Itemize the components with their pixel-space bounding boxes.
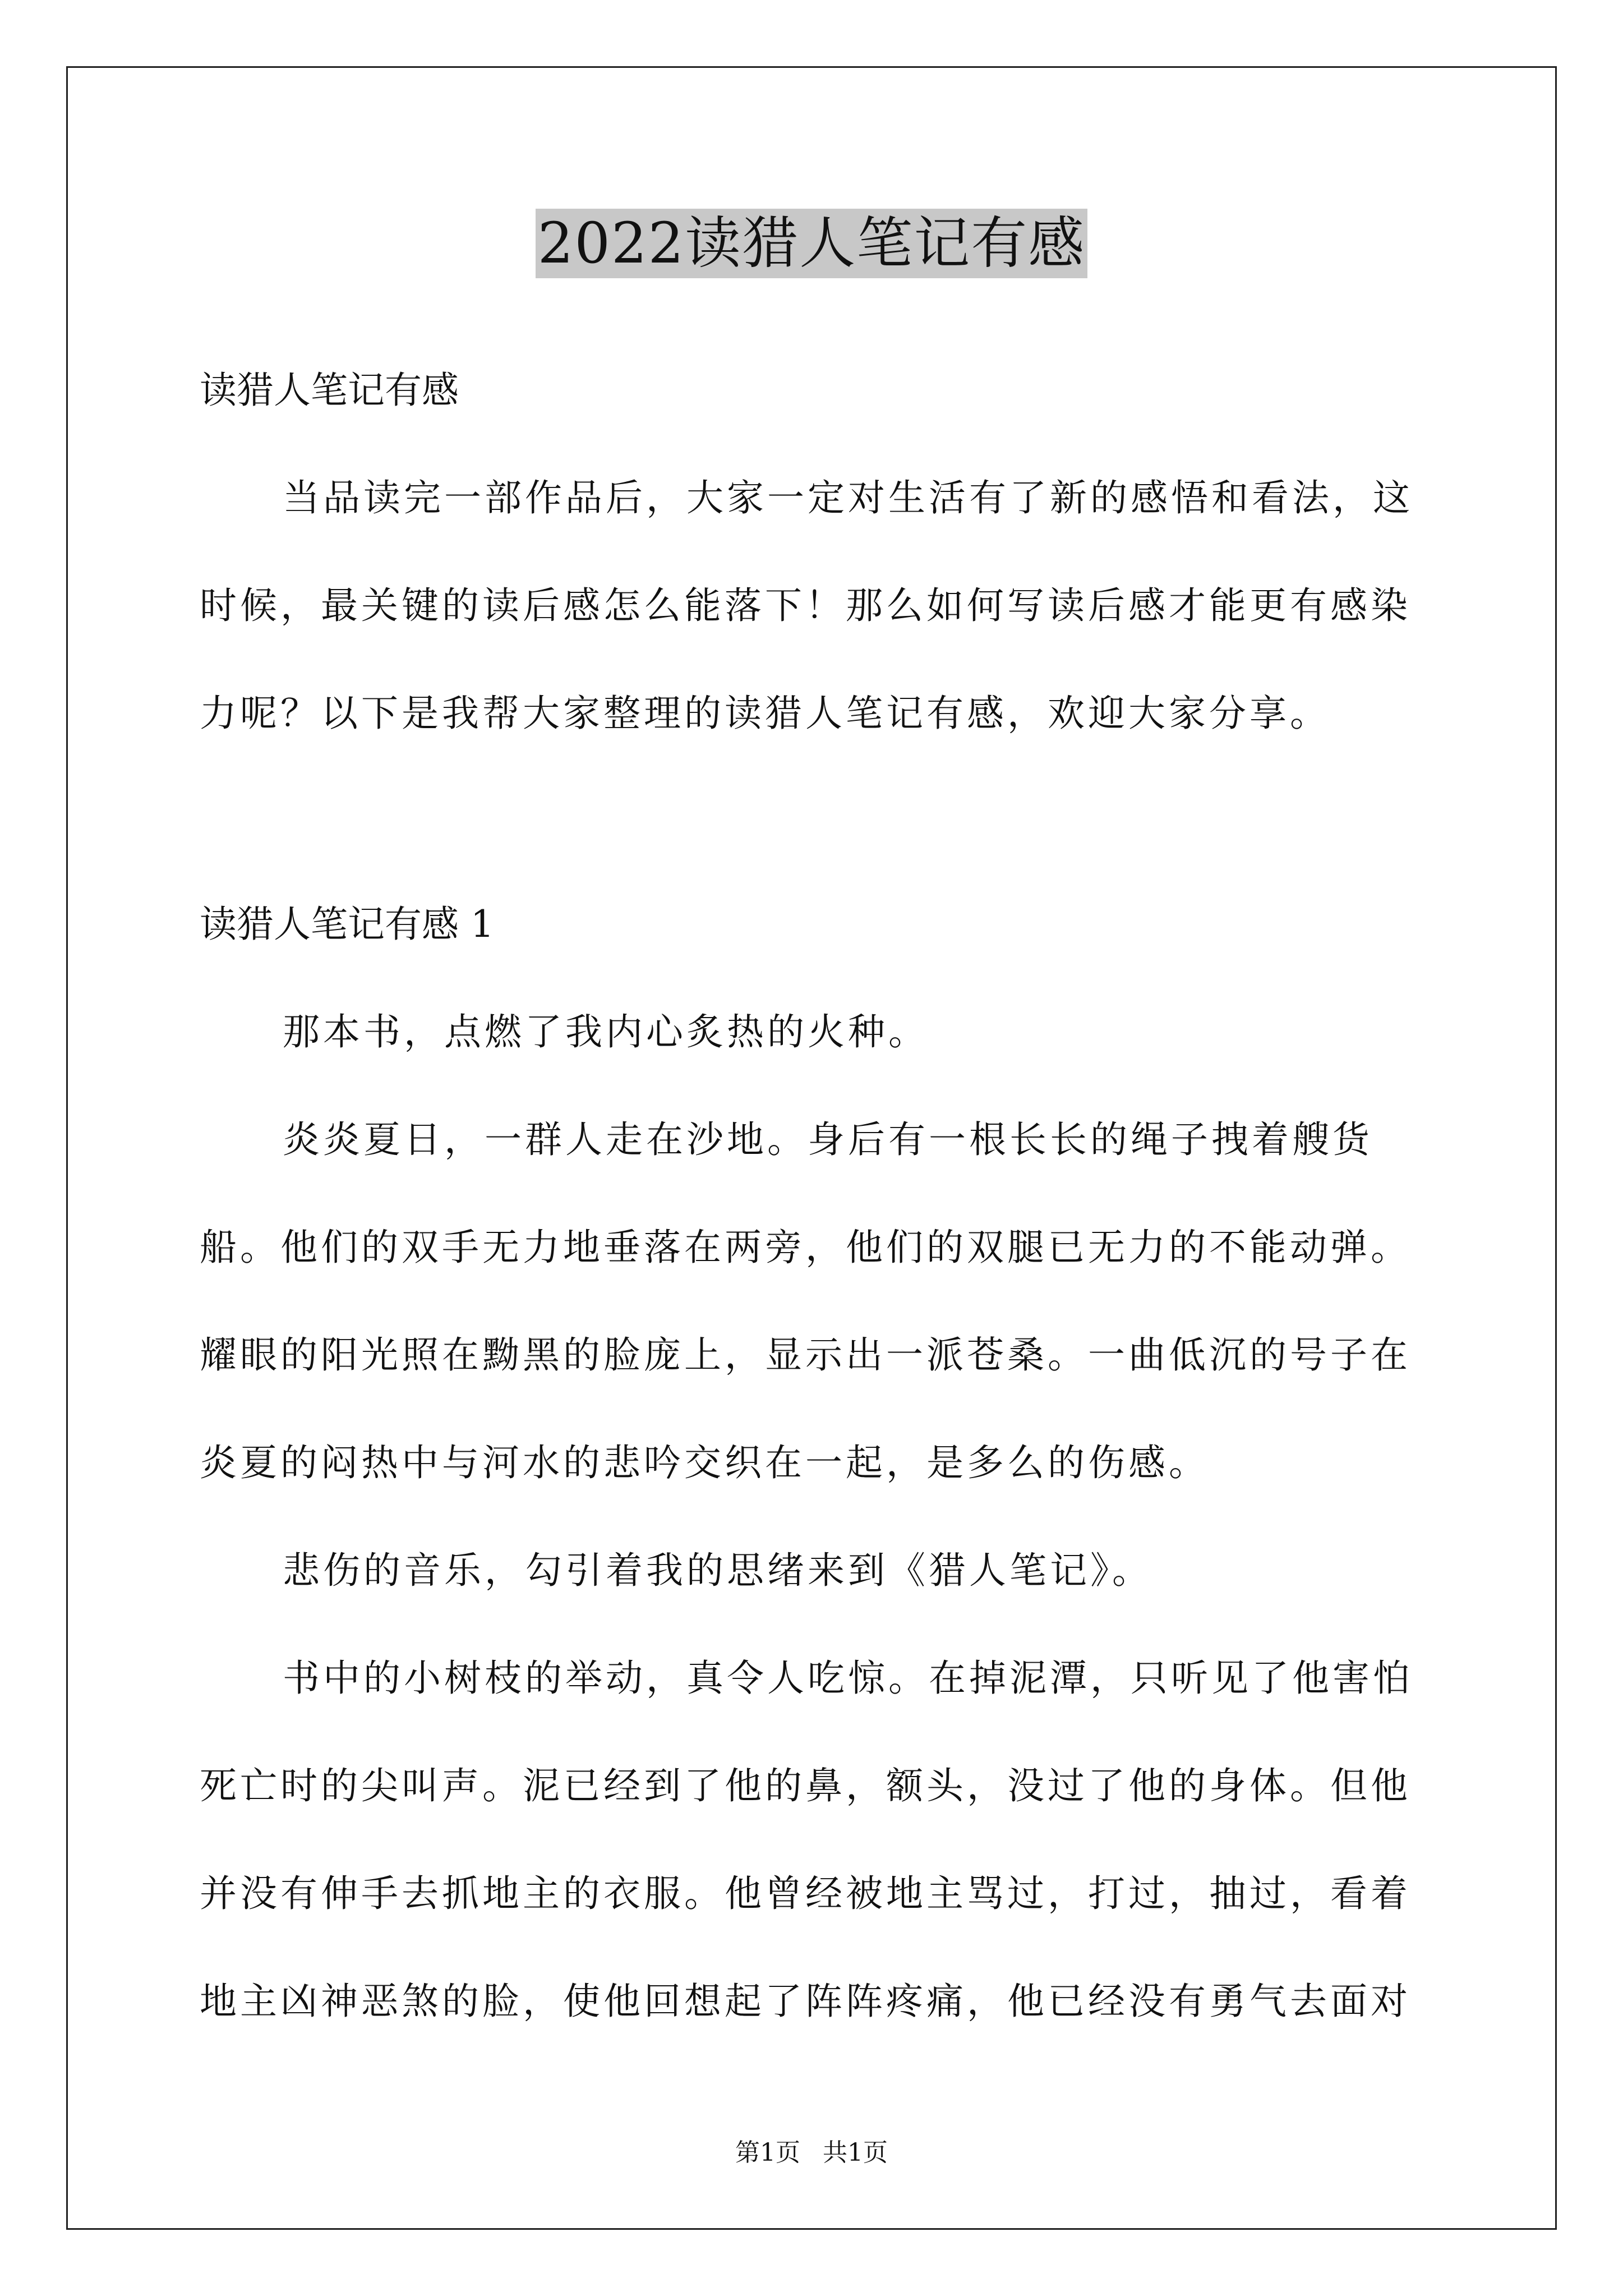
page-number: 第1页 <box>735 2138 800 2167</box>
document-title: 2022读猎人笔记有感 <box>536 209 1088 278</box>
total-pages: 共1页 <box>823 2138 888 2167</box>
section-gap <box>200 767 1433 871</box>
body-paragraph: 书中的小树枝的举动，真令人吃惊。在掉泥潭，只听见了他害怕死亡时的尖叫声。泥已经到了他的鼻，额头，没过了他的身体。但他并没有伸手去抓地主的衣服。他曾经被地主骂过，打过，抽过，看着地主凶神恶煞的脸，使他回想起了阵阵疼痛，他已经没有勇气去面对 <box>200 1657 1413 2023</box>
title-wrap <box>0 209 1623 278</box>
body-paragraph: 悲伤的音乐，勾引着我的思绪来到《猎人笔记》。 <box>283 1549 1152 1592</box>
intro-heading: 读猎人笔记有感 <box>200 369 459 412</box>
document-body <box>200 337 1433 2055</box>
section-heading: 读猎人笔记有感 1 <box>200 903 494 946</box>
page-footer <box>0 2136 1623 2170</box>
intro-paragraph: 当品读完一部作品后，大家一定对生活有了新的感悟和看法，这时候，最关键的读后感怎么能落下！那么如何写读后感才能更有感染力呢？以下是我帮大家整理的读猎人笔记有感，欢迎大家分享。 <box>200 476 1413 735</box>
body-paragraph: 那本书，点燃了我内心炙热的火种。 <box>283 1010 929 1053</box>
body-paragraph: 炎炎夏日，一群人走在沙地。身后有一根长长的绳子拽着艘货船。他们的双手无力地垂落在两旁，他们的双腿已无力的不能动弹。耀眼的阳光照在黝黑的脸庞上，显示出一派苍桑。一曲低沉的号子在炎夏的闷热中与河水的悲吟交织在一起，是多么的伤感。 <box>200 1118 1411 1484</box>
